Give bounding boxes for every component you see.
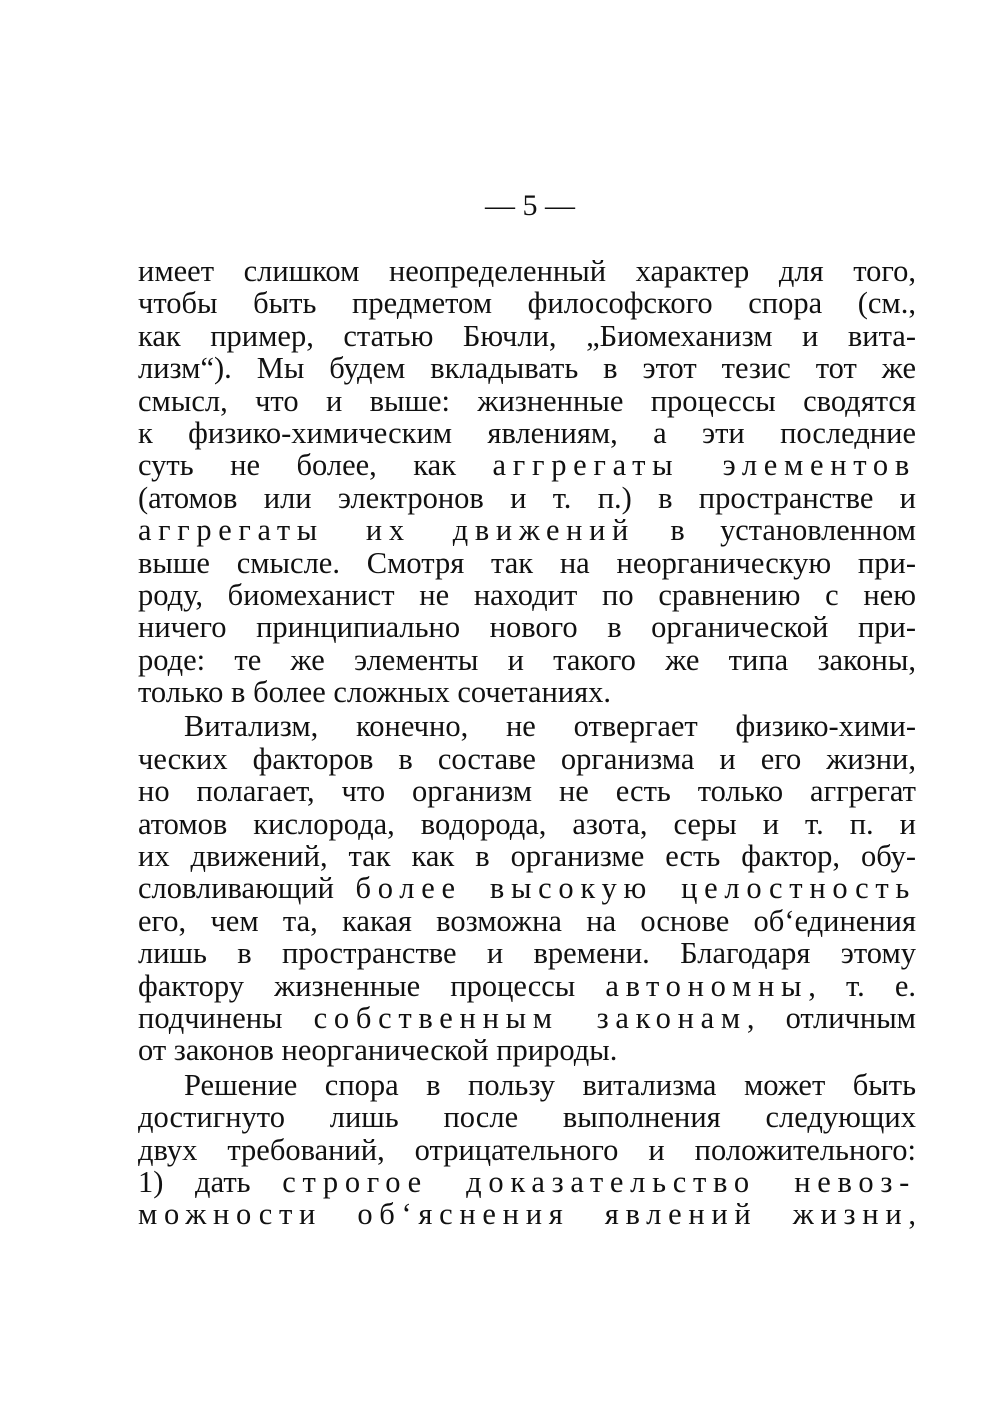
text-line xyxy=(138,676,916,708)
text-segment: атомов кислорода, водорода, азота, серы и т. п. и xyxy=(138,806,916,841)
text-line xyxy=(138,514,916,546)
text-segment: роде: те же элементы и такого же типа законы, xyxy=(138,642,916,677)
text-line xyxy=(138,1069,916,1101)
text-segment: как пример, статью Бючли, „Биомеханизм и вита- xyxy=(138,318,916,353)
text-segment: от законов неорганической природы. xyxy=(138,1033,618,1068)
text-segment: (атомов или электронов и т. п.) в пространстве и xyxy=(138,480,916,515)
text-line xyxy=(138,970,916,1002)
spaced-emphasis: можности об‘яснения явлений жизни xyxy=(138,1197,909,1232)
text-line xyxy=(138,644,916,676)
text-line xyxy=(138,937,916,969)
text-line xyxy=(138,352,916,384)
text-line xyxy=(138,775,916,807)
text-line xyxy=(138,579,916,611)
text-segment: лизм“). Мы будем вкладывать в этот тезис тот же xyxy=(138,351,916,386)
text-segment: чтобы быть предметом философского спора (см., xyxy=(138,286,916,321)
text-segment: , т. е. xyxy=(808,968,916,1003)
spaced-emphasis: собственным законам xyxy=(313,1000,747,1035)
text-line xyxy=(138,743,916,775)
text-line xyxy=(138,1166,916,1198)
text-segment: в установленном xyxy=(634,513,916,548)
text-line xyxy=(138,320,916,352)
spaced-emphasis: более высокую целостность xyxy=(355,871,916,906)
text-line xyxy=(138,872,916,904)
text-segment: смысл, что и выше: жизненные процессы сводятся xyxy=(138,383,916,418)
text-line xyxy=(138,449,916,481)
text-line xyxy=(138,1034,916,1066)
spaced-emphasis: строгое доказательство невоз- xyxy=(282,1164,916,1199)
text-line xyxy=(138,905,916,937)
text-segment: выше смысле. Смотря так на неорганическую при- xyxy=(138,545,916,580)
text-segment: , отличным xyxy=(746,1000,916,1035)
text-segment: лишь в пространстве и времени. Благодаря этому xyxy=(138,936,916,971)
text-line xyxy=(138,840,916,872)
text-segment: только в более сложных сочетаниях. xyxy=(138,675,612,710)
text-line xyxy=(138,417,916,449)
text-segment: подчинены xyxy=(138,1000,314,1035)
spaced-emphasis: автономны xyxy=(605,968,809,1003)
text-segment: его, чем та, какая возможна на основе об‘единения xyxy=(138,903,916,938)
text-segment: двух требований, отрицательного и положительного: xyxy=(138,1132,916,1167)
text-line xyxy=(138,808,916,840)
text-line xyxy=(138,611,916,643)
spaced-emphasis: аггрегаты элементов xyxy=(492,448,916,483)
text-segment: но полагает, что организм не есть только аггрегат xyxy=(138,774,916,809)
text-segment: фактору жизненные процессы xyxy=(138,968,606,1003)
spaced-emphasis: аггрегаты их движений xyxy=(138,513,635,548)
text-line xyxy=(138,1134,916,1166)
text-line xyxy=(138,710,916,742)
text-segment: Решение спора в пользу витализма может быть xyxy=(184,1067,916,1102)
text-segment: роду, биомеханист не находит по сравнению с нею xyxy=(138,577,916,612)
page-number: — 5 — xyxy=(485,189,575,222)
text-segment: имеет слишком неопределенный характер для того, xyxy=(138,254,916,288)
text-line xyxy=(138,255,916,287)
text-segment: , xyxy=(908,1197,916,1232)
text-line xyxy=(138,1002,916,1034)
text-line xyxy=(138,482,916,514)
text-line xyxy=(138,547,916,579)
text-segment: суть не более, как xyxy=(138,448,493,483)
text-line xyxy=(138,287,916,319)
text-segment: словливающий xyxy=(138,871,356,906)
text-segment: достигнуто лишь после выполнения следующих xyxy=(138,1100,916,1135)
text-line xyxy=(138,385,916,417)
text-line xyxy=(138,1198,916,1230)
text-segment: к физико-химическим явлениям, а эти последние xyxy=(138,415,916,450)
body-text xyxy=(138,255,916,1231)
text-segment: их движений, так как в организме есть фактор, обу- xyxy=(138,839,916,874)
text-line xyxy=(138,1101,916,1133)
text-segment: ничего принципиально нового в органической при- xyxy=(138,610,916,645)
text-segment: ческих факторов в составе организма и его жизни, xyxy=(138,741,916,776)
text-segment: 1) дать xyxy=(138,1164,283,1199)
text-segment: Витализм, конечно, не отвергает физико-хими- xyxy=(184,709,916,744)
